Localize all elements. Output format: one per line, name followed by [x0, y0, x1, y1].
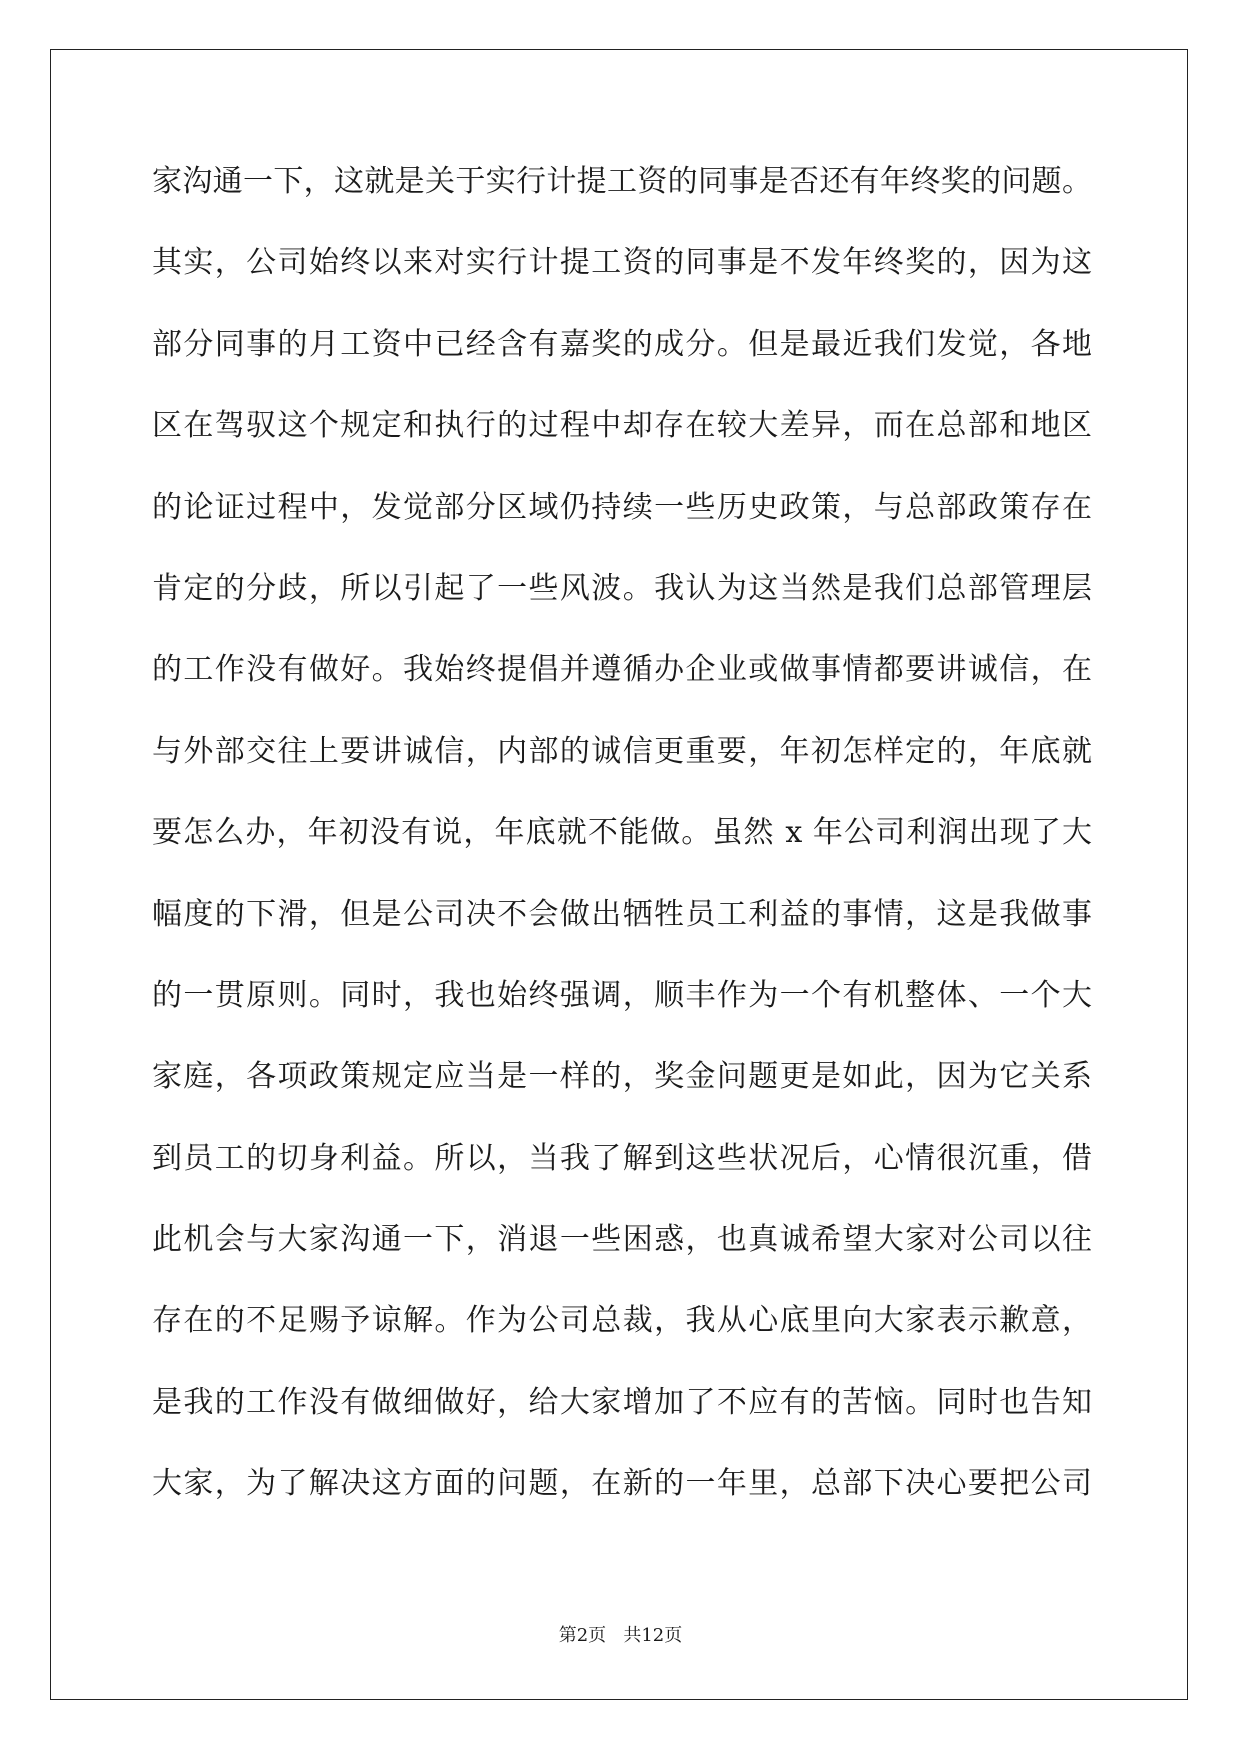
text-line-7: 的工作没有做好。我始终提倡并遵循办企业或做事情都要讲诚信，在 — [152, 652, 1092, 688]
text-line-12: 家庭，各项政策规定应当是一样的，奖金问题更是如此，因为它关系 — [152, 1059, 1092, 1095]
text-line-3: 部分同事的月工资中已经含有嘉奖的成分。但是最近我们发觉，各地 — [152, 326, 1092, 362]
page-number: 第2页 — [558, 1625, 607, 1646]
text-line-1: 家沟通一下，这就是关于实行计提工资的同事是否还有年终奖的问题。 — [152, 164, 1092, 199]
body-text — [152, 162, 1092, 1546]
text-line-8: 与外部交往上要讲诚信，内部的诚信更重要，年初怎样定的，年底就 — [152, 733, 1092, 769]
page-total: 共12页 — [623, 1625, 683, 1646]
text-line-11: 的一贯原则。同时，我也始终强调，顺丰作为一个有机整体、一个大 — [152, 977, 1092, 1013]
text-line-16: 是我的工作没有做细做好，给大家增加了不应有的苦恼。同时也告知 — [152, 1384, 1092, 1420]
text-line-2: 其实，公司始终以来对实行计提工资的同事是不发年终奖的，因为这 — [152, 245, 1092, 281]
text-line-13: 到员工的切身利益。所以，当我了解到这些状况后，心情很沉重，借 — [152, 1140, 1092, 1176]
page-footer — [0, 1624, 1241, 1648]
text-line-15: 存在的不足赐予谅解。作为公司总裁，我从心底里向大家表示歉意， — [152, 1303, 1092, 1339]
text-line-4: 区在驾驭这个规定和执行的过程中却存在较大差异，而在总部和地区 — [152, 408, 1092, 444]
text-line-6: 肯定的分歧，所以引起了一些风波。我认为这当然是我们总部管理层 — [152, 570, 1092, 606]
text-line-10: 幅度的下滑，但是公司决不会做出牺牲员工利益的事情，这是我做事 — [152, 896, 1092, 932]
text-line-17: 大家，为了解决这方面的问题，在新的一年里，总部下决心要把公司 — [152, 1466, 1092, 1502]
text-line-9: 要怎么办，年初没有说，年底就不能做。虽然 x 年公司利润出现了大 — [152, 815, 1092, 851]
text-line-5: 的论证过程中，发觉部分区域仍持续一些历史政策，与总部政策存在 — [152, 489, 1092, 525]
text-line-14: 此机会与大家沟通一下，消退一些困惑，也真诚希望大家对公司以往 — [152, 1222, 1092, 1258]
